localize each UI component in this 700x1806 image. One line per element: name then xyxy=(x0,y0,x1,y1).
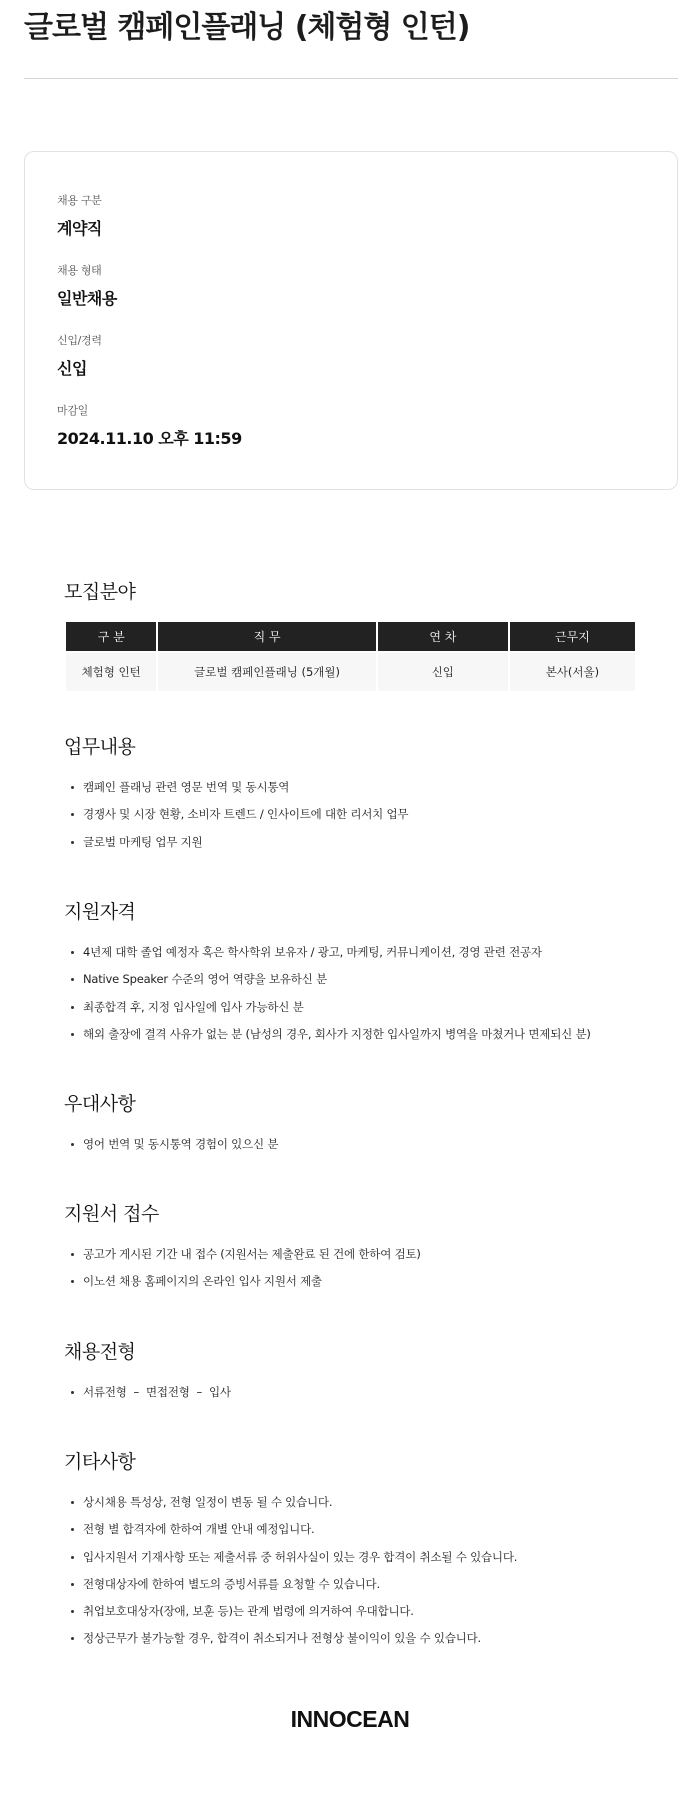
list-item: 해외 출장에 결격 사유가 없는 분 (남성의 경우, 회사가 지정한 입사일까지 병역을 마쳤거나 면제되신 분) xyxy=(70,1026,591,1053)
list-item: 취업보호대상자(장애, 보훈 등)는 관계 법령에 의거하여 우대합니다. xyxy=(70,1603,517,1630)
table-header-cell: 근무지 xyxy=(510,622,635,651)
table-cell: 본사(서울) xyxy=(510,651,635,691)
list-item: 전형 별 합격자에 한하여 개별 안내 예정입니다. xyxy=(70,1521,517,1548)
table-header-cell: 구 분 xyxy=(66,622,156,651)
list-item: 입사지원서 기재사항 또는 제출서류 중 허위사실이 있는 경우 합격이 취소될 수 있습니다. xyxy=(70,1549,517,1576)
section-title-qualifications: 지원자격 xyxy=(64,901,136,923)
page-title: 글로벌 캠페인플래닝 (체험형 인턴) xyxy=(24,10,470,45)
summary-label: 신입/경력 xyxy=(57,334,102,347)
summary-label: 채용 형태 xyxy=(57,264,102,277)
qualifications-list xyxy=(70,944,591,1053)
job-summary-card xyxy=(24,151,678,490)
table-header-row xyxy=(66,622,635,651)
table-cell: 체험형 인턴 xyxy=(66,651,156,691)
summary-label: 마감일 xyxy=(57,404,88,417)
summary-value: 2024.11.10 오후 11:59 xyxy=(57,429,242,448)
list-item: 경쟁사 및 시장 현황, 소비자 트렌드 / 인사이트에 대한 리서치 업무 xyxy=(70,806,408,833)
duties-list xyxy=(70,779,408,861)
table-cell: 글로벌 캠페인플래닝 (5개월) xyxy=(158,651,375,691)
application-list xyxy=(70,1246,421,1301)
section-title-application: 지원서 접수 xyxy=(64,1203,159,1225)
list-item: 글로벌 마케팅 업무 지원 xyxy=(70,834,408,861)
list-item: 서류전형 – 면접전형 – 입사 xyxy=(70,1384,231,1411)
list-item: 이노션 채용 홈페이지의 온라인 입사 지원서 제출 xyxy=(70,1273,421,1300)
section-title-process: 채용전형 xyxy=(64,1341,136,1363)
section-title-duties: 업무내용 xyxy=(64,736,136,758)
list-item: 4년제 대학 졸업 예정자 혹은 학사학위 보유자 / 광고, 마케팅, 커뮤니케이션, 경영 관련 전공자 xyxy=(70,944,591,971)
table-header-cell: 직 무 xyxy=(158,622,375,651)
table-cell: 신입 xyxy=(378,651,508,691)
title-divider xyxy=(24,78,678,79)
list-item: 공고가 게시된 기간 내 접수 (지원서는 제출완료 된 건에 한하여 검토) xyxy=(70,1246,421,1273)
summary-value: 계약직 xyxy=(57,219,102,238)
process-list xyxy=(70,1384,231,1411)
list-item: 최종합격 후, 지정 입사일에 입사 가능하신 분 xyxy=(70,999,591,1026)
table-row xyxy=(66,651,635,691)
list-item: Native Speaker 수준의 영어 역량을 보유하신 분 xyxy=(70,971,591,998)
innocean-logo: INNOCEAN xyxy=(290,1706,410,1732)
summary-career-level xyxy=(57,332,102,379)
list-item: 정상근무가 불가능할 경우, 합격이 취소되거나 전형상 불이익이 있을 수 있습니다. xyxy=(70,1630,517,1657)
list-item: 캠페인 플래닝 관련 영문 번역 및 동시통역 xyxy=(70,779,408,806)
summary-value: 신입 xyxy=(57,359,87,378)
list-item: 영어 번역 및 동시통역 경험이 있으신 분 xyxy=(70,1136,278,1163)
section-title-preferred: 우대사항 xyxy=(64,1093,136,1115)
etc-list xyxy=(70,1494,517,1658)
list-item: 전형대상자에 한하여 별도의 증빙서류를 요청할 수 있습니다. xyxy=(70,1576,517,1603)
list-item: 상시채용 특성상, 전형 일정이 변동 될 수 있습니다. xyxy=(70,1494,517,1521)
preferred-list xyxy=(70,1136,278,1163)
summary-deadline xyxy=(57,402,242,449)
section-title-etc: 기타사항 xyxy=(64,1451,136,1473)
recruit-field-table xyxy=(64,622,637,691)
summary-value: 일반채용 xyxy=(57,289,117,308)
summary-employment-category xyxy=(57,192,102,239)
summary-hiring-type xyxy=(57,262,117,309)
section-title-recruit-field: 모집분야 xyxy=(64,581,136,603)
summary-label: 채용 구분 xyxy=(57,194,102,207)
table-header-cell: 연 차 xyxy=(378,622,508,651)
